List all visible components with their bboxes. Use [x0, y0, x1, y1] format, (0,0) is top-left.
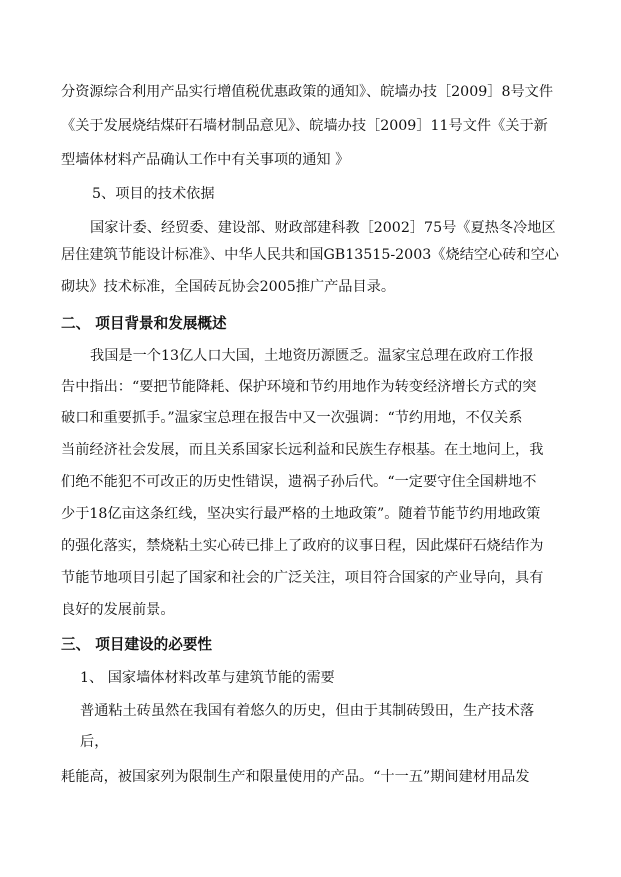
text-line: 普通粘土砖虽然在我国有着悠久的历史，但由于其制砖毁田，生产技术落 [80, 703, 535, 719]
text-line: 《关于发展烧结煤矸石墙材制品意见》、皖墙办技［2009］11号文件《关于新 [61, 118, 548, 134]
chapter-heading: 三、 项目建设的必要性 [61, 636, 213, 653]
text-line: 当前经济社会发展，而且关系国家长远利益和民族生存根基。在土地问上，我 [61, 442, 544, 458]
text-line: 们绝不能犯不可改正的历史性错误，遗祸子孙后代。“一定要守住全国耕地不 [61, 474, 537, 490]
text-line: 国家计委、经贸委、建设部、财政部建科教［2002］75号《夏热冬冷地区 [90, 220, 556, 236]
text-line: 的强化落实，禁烧粘土实心砖已排上了政府的议事日程，因此煤矸石烧结作为 [61, 538, 544, 554]
text-line: 我国是一个13亿人口大国，土地资历源匮乏。温家宝总理在政府工作报 [90, 348, 534, 364]
text-line: 型墙体材料产品确认工作中有关事项的通知 》 [61, 152, 350, 168]
text-line: 少于18亿亩这条红线，坚决实行最严格的土地政策”。随着节能节约用地政策 [61, 506, 541, 522]
text-line: 破口和重要抓手。”温家宝总理在报告中又一次强调：“节约用地，不仅关系 [61, 410, 523, 426]
text-line: 分资源综合利用产品实行增值税优惠政策的通知》、皖墙办技［2009］8号文件 [61, 84, 554, 100]
section-heading: 1、 国家墙体材料改革与建筑节能的需要 [80, 670, 335, 686]
text-line: 告中指出：“要把节能降耗、保护环境和节约用地作为转变经济增长方式的突 [61, 379, 537, 395]
text-line: 耗能高，被国家列为限制生产和限量使用的产品。“十一五”期间建材用品发 [61, 769, 530, 785]
chapter-heading: 二、 项目背景和发展概述 [61, 315, 227, 332]
text-line: 后， [80, 734, 109, 750]
text-line: 节能节地项目引起了国家和社会的广泛关注，项目符合国家的产业导向，具有 [61, 570, 544, 586]
text-line: 砌块》技术标准，全国砖瓦协会2005推广产品目录。 [61, 279, 396, 295]
text-line: 居住建筑节能设计标准》、中华人民共和国GB13515-2003《烧结空心砖和空心 [61, 247, 559, 263]
text-line: 良好的发展前景。 [61, 602, 175, 618]
section-heading: 5、项目的技术依据 [92, 186, 215, 202]
